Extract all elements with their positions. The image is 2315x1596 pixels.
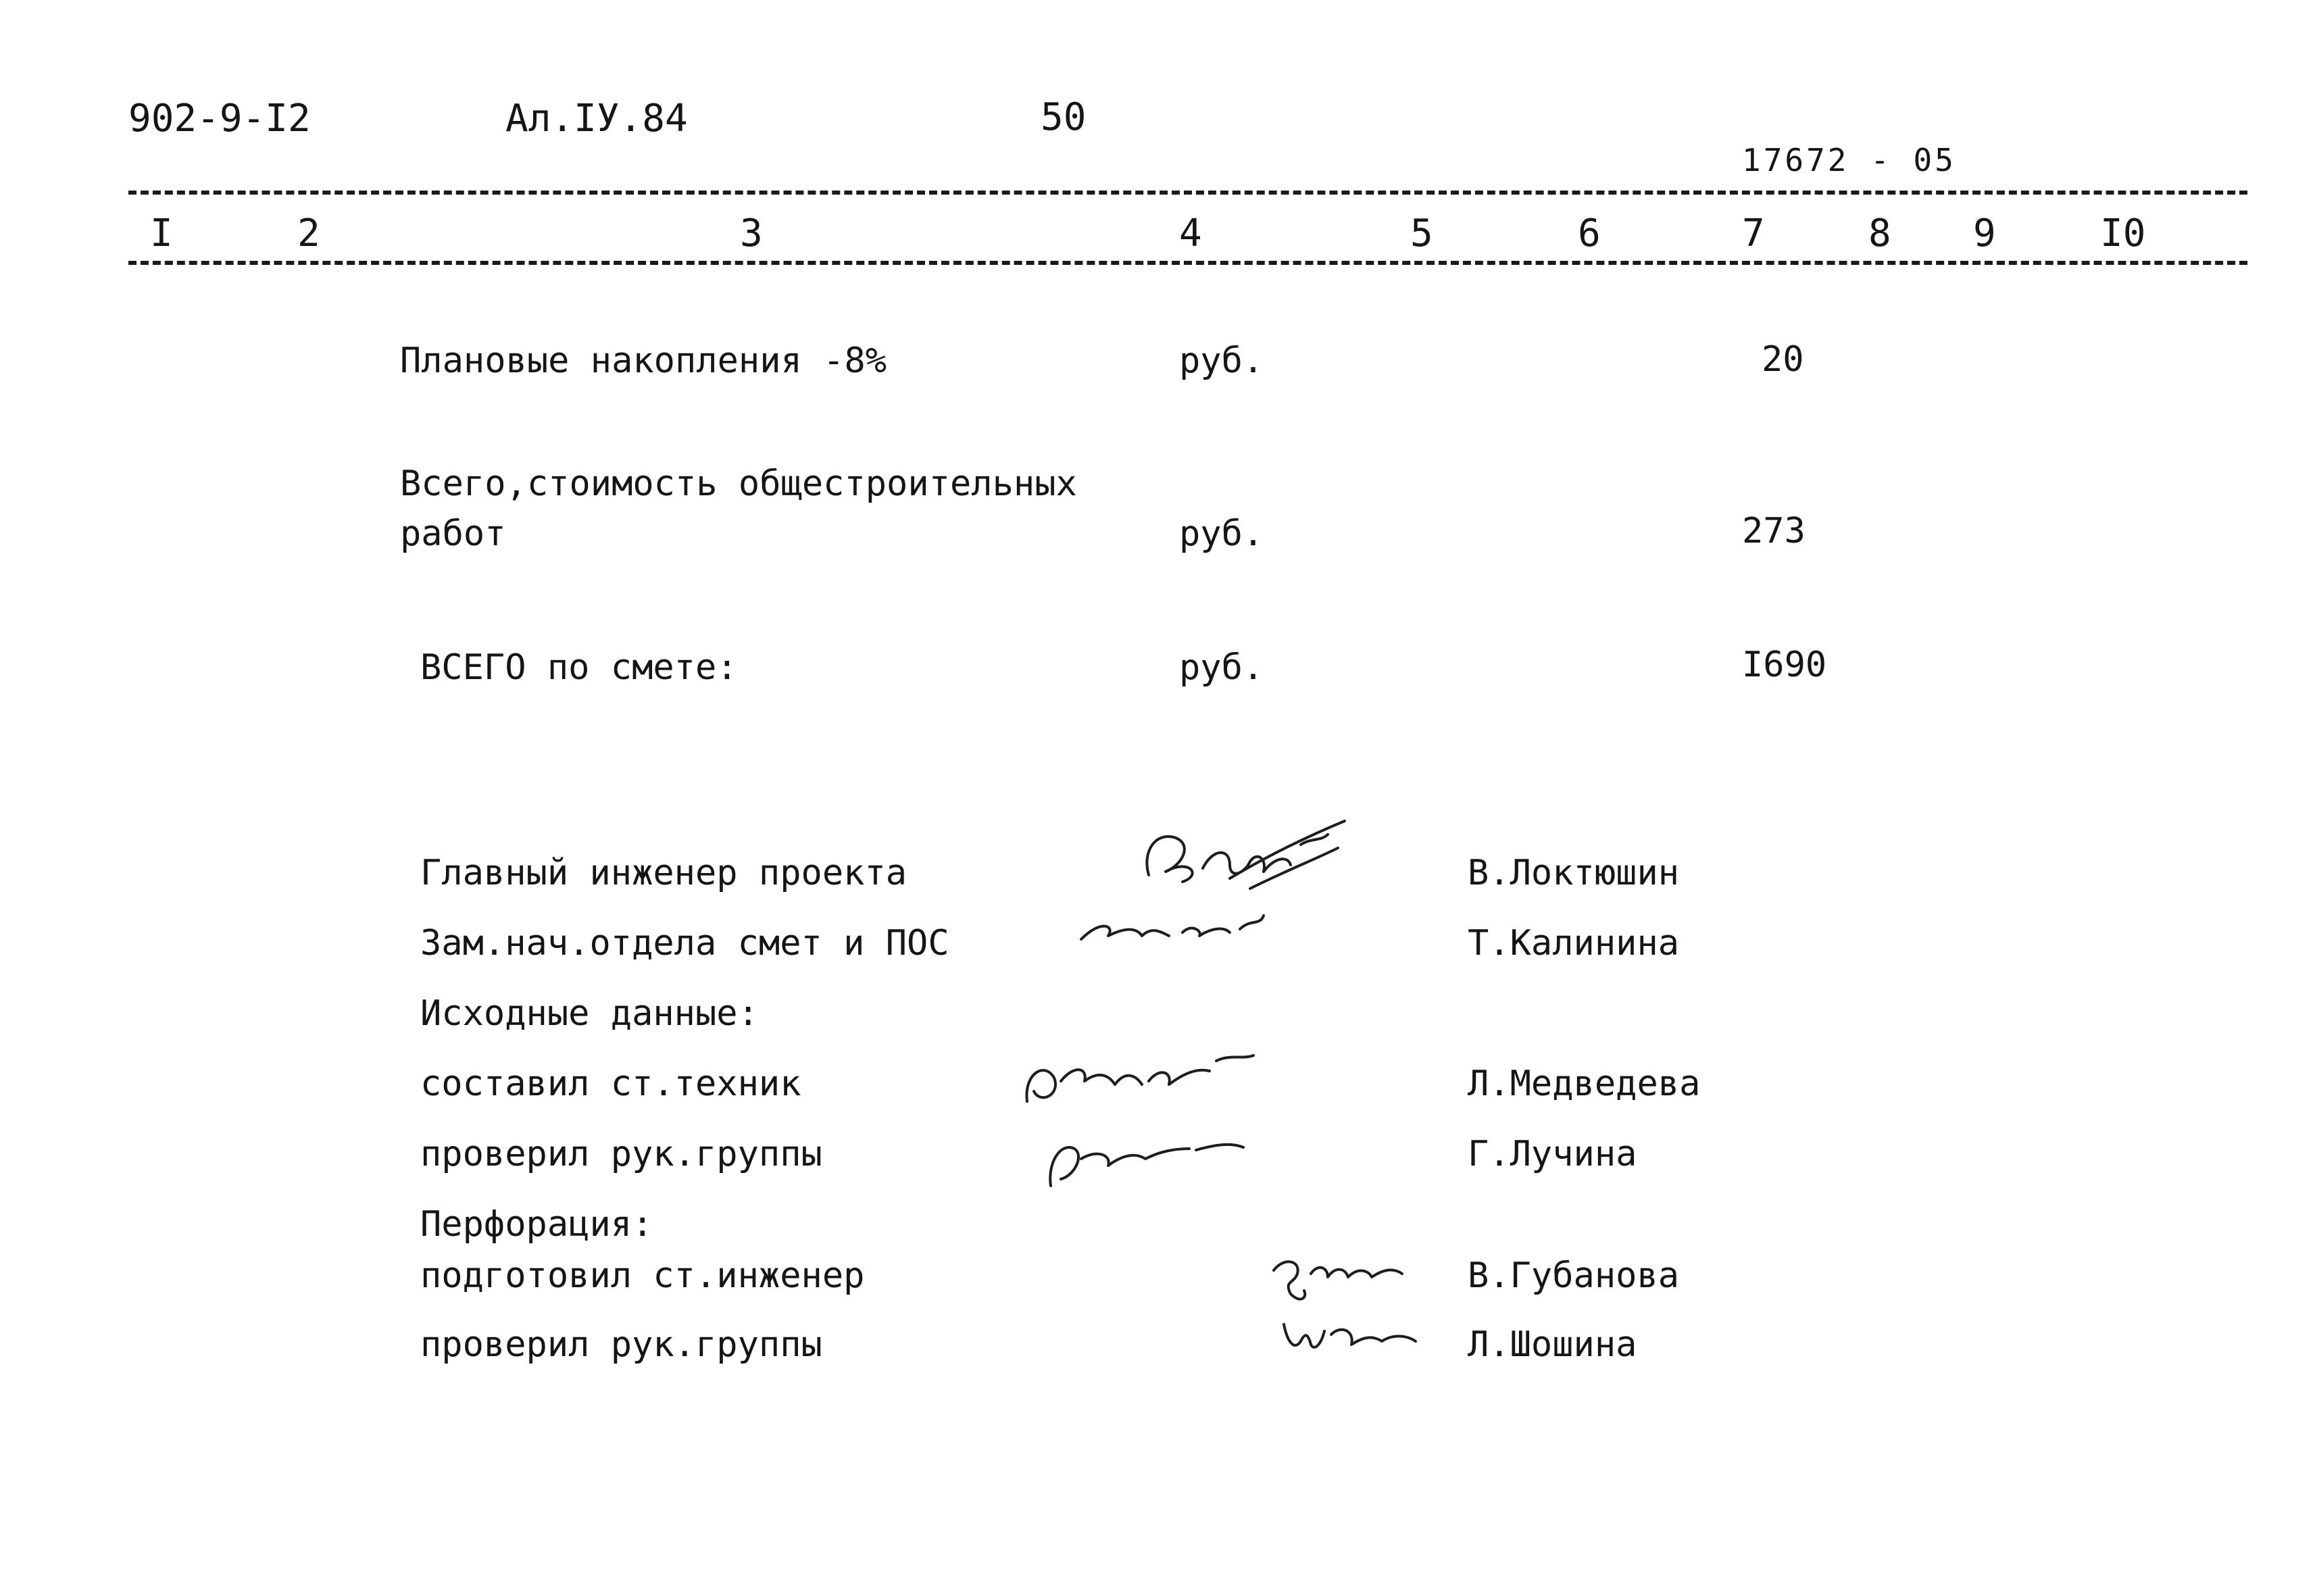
bottom-dashed-rule [128, 261, 2247, 265]
handwritten-signature [1034, 1122, 1264, 1196]
column-number: 9 [1973, 211, 1996, 255]
signature-role: составил ст.техник [420, 1064, 801, 1104]
column-number: I0 [2100, 211, 2146, 255]
handwritten-signature [1014, 1041, 1270, 1115]
signature-name: Г.Лучина [1468, 1134, 1637, 1174]
row-description: Плановые накопления -8% [400, 341, 887, 381]
column-number: 7 [1742, 211, 1765, 255]
row-description-continued: работ [400, 514, 506, 554]
row-unit: руб. [1179, 341, 1264, 381]
column-number: I [150, 211, 173, 255]
row-description: Всего,стоимость общестроительных [400, 464, 1077, 504]
column-number: 8 [1868, 211, 1891, 255]
handwritten-signature [1270, 1311, 1433, 1365]
signature-name: В.Локтюшин [1468, 853, 1680, 893]
signature-role: подготовил ст.инженер [420, 1255, 865, 1296]
section-heading: Исходные данные: [420, 993, 759, 1034]
page-number: 50 [1041, 95, 1087, 139]
signature-name: Т.Калинина [1468, 923, 1680, 964]
row-value: 273 [1742, 511, 1806, 551]
signature-role: проверил рук.группы [420, 1324, 822, 1365]
column-number: 5 [1410, 211, 1433, 255]
column-number: 3 [740, 211, 763, 255]
signature-role: проверил рук.группы [420, 1134, 822, 1174]
top-dashed-rule [128, 191, 2247, 195]
signature-role: Главный инженер проекта [420, 853, 907, 893]
row-value: 20 [1762, 339, 1804, 380]
section-heading: Перфорация: [420, 1204, 653, 1245]
handwritten-signature [1264, 1243, 1426, 1311]
row-unit: руб. [1179, 514, 1264, 554]
signature-name: Л.Медведева [1468, 1064, 1701, 1104]
document-code: 902-9-I2 [128, 97, 311, 141]
total-description: ВСЕГО по смете: [420, 647, 738, 688]
total-unit: руб. [1179, 647, 1264, 688]
column-number: 6 [1578, 211, 1601, 255]
signature-name: Л.Шошина [1468, 1324, 1637, 1365]
signature-role: Зам.нач.отдела смет и ПОС [420, 923, 949, 964]
signature-name: В.Губанова [1468, 1255, 1680, 1296]
handwritten-signature [1074, 905, 1304, 953]
stamp-number: 17672 - 05 [1742, 142, 1956, 178]
album-number: Ал.IУ.84 [505, 97, 688, 141]
column-number: 4 [1179, 211, 1202, 255]
column-number: 2 [297, 211, 320, 255]
total-value: I690 [1742, 645, 1827, 685]
handwritten-signature [1128, 811, 1358, 905]
